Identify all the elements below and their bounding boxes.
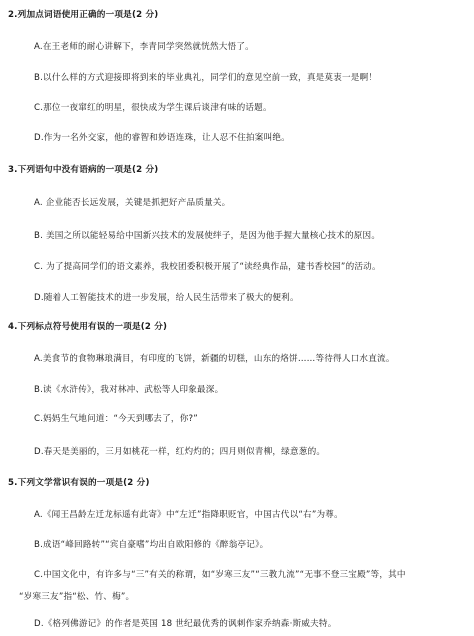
question-2-option-d: D.作为一名外交家，他的睿智和妙语连珠，让人忍不住拍案叫绝。 <box>34 133 290 143</box>
question-5-option-c: C.中国文化中，有许多与“三”有关的称谓，如“岁寒三友”“三教九流”“无事不登三宝殿”等，其中 <box>34 570 406 580</box>
question-4-option-b: B.读《水浒传》，我对林冲、武松等人印象最深。 <box>34 385 224 395</box>
question-5-option-a: A.《闻王昌龄左迁龙标遥有此寄》中“左迁”指降职贬官，中国古代以“右”为尊。 <box>34 510 343 520</box>
question-3-option-a: A. 企业能否长远发展，关键是抓把好产品质量关。 <box>34 198 231 208</box>
question-4-option-c: C.妈妈生气地问道：“今天到哪去了，你?” <box>34 414 198 424</box>
question-4-option-a: A.美食节的食物琳琅满目，有印度的飞饼，新疆的切糕，山东的烙饼……等待得人口水直流。 <box>34 354 395 364</box>
question-5-option-b: B.成语“峰回路转”“宾自豪嗜”均出自欧阳修的《醉翁亭记》。 <box>34 540 269 550</box>
question-2-option-c: C.那位一夜窜红的明星，很快成为学生课后谈津有味的话题。 <box>34 103 272 113</box>
question-2-stem: 2.列加点词语使用正确的一项是(2 分) <box>8 10 159 20</box>
question-2-option-a: A.在王老师的耐心讲解下，李青同学突然就恍然大悟了。 <box>34 42 254 52</box>
question-5-option-d: D.《格列佛游记》的作者是英国 18 世纪最优秀的讽刺作家乔纳森·斯威夫特。 <box>34 619 337 629</box>
question-5-stem: 5.下列文学常识有误的一项是(2 分) <box>8 478 150 488</box>
question-2-option-b: B.以什么样的方式迎接即将到来的毕业典礼，同学们的意见空前一致，真是莫衷一是啊！ <box>34 73 378 83</box>
question-3-option-c: C. 为了提高同学们的语文素养，我校团委积极开展了“读经典作品，建书香校园”的活动。 <box>34 262 381 272</box>
question-3-stem: 3.下列语句中没有语病的一项是(2 分) <box>8 165 159 175</box>
question-4-stem: 4.下列标点符号使用有误的一项是(2 分) <box>8 322 168 332</box>
question-3-option-d: D.随着人工智能技术的进一步发展，给人民生活带来了极大的便利。 <box>34 293 299 303</box>
question-3-option-b: B. 美国之所以能轻易给中国新兴技术的发展使绊子，是因为他手握大量核心技术的原因。 <box>34 231 381 241</box>
question-5-option-c-continued: “岁寒三友”指“松、竹、梅”。 <box>19 592 135 602</box>
question-4-option-d: D.春天是美丽的，三月如桃花一样，红灼灼的；四月则似青柳，绿意葱的。 <box>34 447 326 457</box>
